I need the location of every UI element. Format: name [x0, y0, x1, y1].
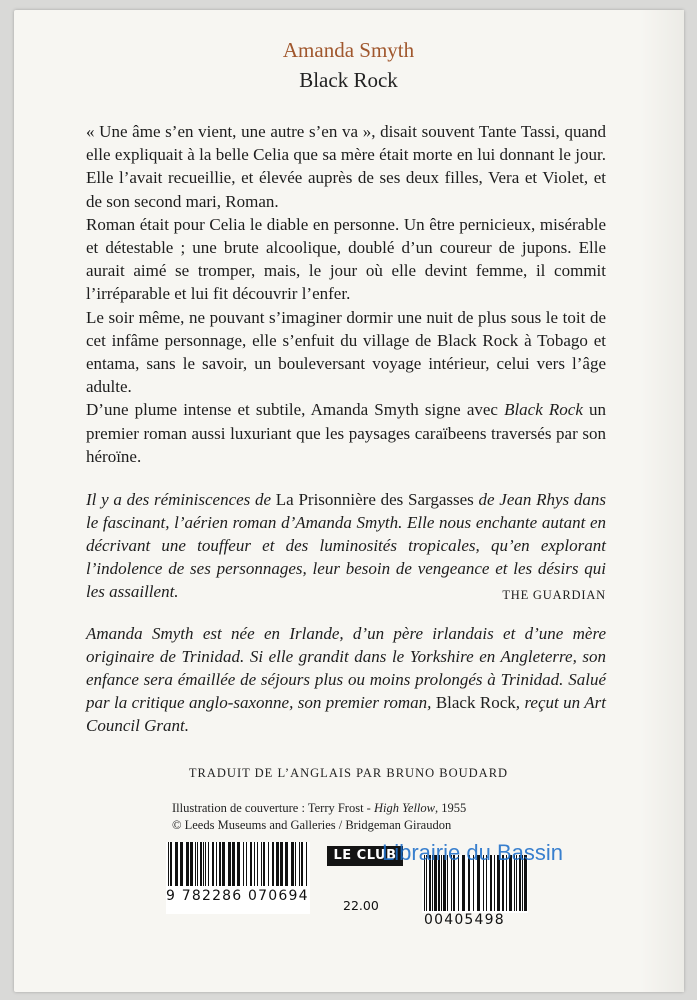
barcode-bars	[166, 842, 310, 886]
credit-line	[172, 800, 572, 817]
bio-text: , reçut un Art Council Grant.	[86, 693, 607, 735]
barcode-bar	[200, 842, 202, 886]
barcode-bar	[212, 842, 214, 886]
author-bio	[86, 622, 606, 737]
barcode-bar	[246, 842, 247, 886]
barcode-bar	[280, 842, 283, 886]
review-source: THE GUARDIAN	[502, 588, 606, 602]
barcode-bar	[243, 842, 244, 886]
translator-credit: TRADUIT DE L’ANGLAIS PAR BRUNO BOUDARD	[188, 766, 509, 780]
closing-text: un premier roman aussi luxuriant que les paysages caraïbeens traversés par son héroïne.	[86, 400, 606, 466]
barcode-bar	[237, 842, 240, 886]
barcode-bar	[261, 842, 262, 886]
barcode-bar	[257, 842, 258, 886]
author-name: Amanda Smyth	[282, 38, 415, 62]
book-title: Black Rock	[299, 68, 398, 92]
barcode-bar	[175, 842, 178, 886]
bio-text: Amanda Smyth est née en Irlande, d’un père irlandais et d’une mère originaire de Trinidad. Si elle grandit dans le Yorkshire en Angleterre, son enfance sera émaillée de séjours plus ou moins prolongés à Trinidad. Salué par la critique anglo-saxonne, son premier roman,	[86, 624, 606, 712]
barcode-bar	[254, 842, 255, 886]
price: 22.00	[343, 898, 379, 913]
barcode-bar	[190, 842, 193, 886]
bio-book-ref: Black Rock	[435, 693, 516, 712]
barcode-bar	[216, 842, 217, 886]
barcode-bar	[263, 842, 265, 886]
barcode-bar	[168, 842, 169, 886]
credit-work: High Yellow	[373, 801, 435, 815]
illustration-credits	[172, 800, 572, 834]
closing-book-ref: Black Rock	[504, 400, 583, 420]
press-review	[86, 488, 606, 607]
isbn-number: 9 782286 070694	[166, 888, 309, 904]
credit-text: , 1955	[434, 801, 467, 815]
barcode-bar	[219, 842, 221, 886]
barcode-bar	[276, 842, 279, 886]
barcode-bar	[195, 842, 196, 886]
synopsis-paragraph: Le soir même, ne pouvant s’imaginer dormir une nuit de plus sous le toit de cet infâme personnage, elle s’enfuit du village de Black Rock à Tobago et entama, sans le savoir, un bouleversant voyage intérieur, celui vers l’âge adulte.	[86, 307, 606, 397]
publisher-logo: LE CLUB	[327, 846, 403, 866]
barcode-bar	[203, 842, 204, 886]
cover-edge	[640, 10, 684, 992]
barcode-bar	[306, 842, 307, 886]
barcode-bar	[291, 842, 294, 886]
bookstore-watermark: Librairie du Bassin	[382, 840, 563, 865]
credit-text: Illustration de couverture : Terry Frost -	[172, 801, 374, 815]
barcode-bar	[186, 842, 189, 886]
barcode-bar	[208, 842, 209, 886]
barcode-bar	[180, 842, 183, 886]
internal-code: 00405498	[424, 912, 505, 928]
barcode-bar	[301, 842, 303, 886]
barcode-bar	[222, 842, 225, 886]
credit-line: © Leeds Museums and Galleries / Bridgeman Giraudon	[172, 818, 452, 832]
synopsis	[86, 120, 606, 468]
review-text: Il y a des réminiscences de	[86, 490, 276, 509]
barcode-bar	[250, 842, 252, 886]
synopsis-paragraph: « Une âme s’en vient, une autre s’en va », disait souvent Tante Tassi, quand elle expliquait à la belle Celia que sa mère était morte en lui donnant le jour. Elle l’avait recueillie, et élevée auprès de ses deux filles, Vera et Violet, et de son second mari, Roman.	[86, 122, 606, 211]
barcode-bar	[285, 842, 288, 886]
barcode-bar	[170, 842, 172, 886]
barcode-bar	[272, 842, 274, 886]
barcode-bar	[299, 842, 300, 886]
barcode-bar	[205, 842, 206, 886]
barcode-bar	[228, 842, 231, 886]
barcode-bar	[268, 842, 269, 886]
synopsis-closing	[86, 398, 606, 468]
barcode-bar	[232, 842, 235, 886]
review-book-ref: La Prisonnière des Sargasses	[275, 490, 474, 509]
review-text: de Jean Rhys dans le fascinant, l’aérien roman d’Amanda Smyth. Elle nous enchante autant en décrivant une touffeur et des luminosités tropicales, qu’en explorant l’indolence de ses personnages, leur besoin de vengeance et les désirs qui les assaillent.	[86, 490, 606, 601]
closing-text: D’une plume intense et subtile, Amanda Smyth signe avec	[86, 400, 505, 420]
synopsis-paragraph: Roman était pour Celia le diable en personne. Un être pernicieux, misérable et détestable ; une brute alcoolique, doublé d’un coureur de jupons. Elle aurait aimé se tromper, mais, le jour où elle devint femme, il commit l’irréparable et lui fit découvrir l’enfer.	[86, 214, 606, 304]
barcode-bar	[197, 842, 198, 886]
barcode-bar	[295, 842, 296, 886]
